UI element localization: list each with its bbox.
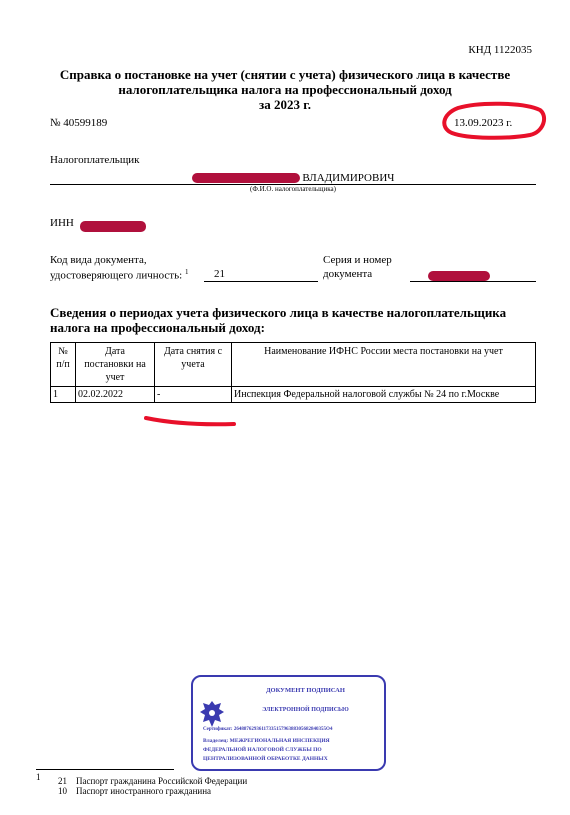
document-series-label-1: Серия и номер [323, 254, 392, 266]
header-reg-date: Дата постановки на учет [76, 343, 155, 387]
section-title: Сведения о периодах учета физического лица в качестве налогоплательщика налога на профессиональный доход: [50, 305, 507, 335]
document-series-label-2: документа [323, 268, 373, 280]
footnote-mark: 1 [36, 772, 41, 782]
payer-name-caption: (Ф.И.О. налогоплательщика) [250, 185, 336, 193]
registration-periods-table [50, 342, 536, 403]
inn-label: ИНН [50, 217, 74, 229]
cell-reg-date: 02.02.2022 [76, 387, 155, 403]
document-date: 13.09.2023 г. [454, 117, 513, 129]
table-row [51, 387, 536, 403]
cell-dereg-date: - [155, 387, 232, 403]
annotation-underline [140, 413, 240, 429]
electronic-signature-stamp [191, 675, 386, 771]
form-code: КНД 1122035 [468, 44, 532, 56]
footnote-separator [36, 769, 174, 770]
header-dereg-date: Дата снятия с учета [155, 343, 232, 387]
table-header-row [51, 343, 536, 387]
payer-name-redaction [192, 173, 300, 183]
header-office: Наименование ИФНС России места постановки на учет [232, 343, 536, 387]
document-kind-label-1: Код вида документа, [50, 254, 147, 266]
payer-label: Налогоплательщик [50, 154, 140, 166]
date-annotation-circle [438, 100, 548, 140]
cell-num: 1 [51, 387, 76, 403]
footnote-item: 21 Паспорт гражданина Российской Федерации [58, 776, 248, 786]
header-num: № п/п [51, 343, 76, 387]
document-series-redaction [428, 267, 490, 285]
payer-patronymic: ВЛАДИМИРОВИЧ [302, 172, 395, 184]
cell-office: Инспекция Федеральной налоговой службы № 24 по г.Москве [232, 387, 536, 403]
footnote-item: 10 Паспорт иностранного гражданина [58, 786, 212, 796]
title-line-1: Справка о постановке на учет (снятии с учета) физического лица в качестве [59, 67, 511, 82]
stamp-owner: Владелец: МЕЖРЕГИОНАЛЬНАЯ ИНСПЕКЦИЯ ФЕДЕРАЛЬНОЙ НАЛОГОВОЙ СЛУЖБЫ ПО ЦЕНТРАЛИЗОВАННОЙ ОБРАБОТКЕ ДАННЫХ [203, 738, 330, 762]
document-kind-value: 21 [214, 268, 225, 280]
footnote-ref: 1 [184, 268, 189, 276]
stamp-line-2: ЭЛЕКТРОННОЙ ПОДПИСЬЮ [262, 707, 349, 713]
document-kind-underline [204, 281, 318, 282]
stamp-certificate: Сертификат: 2648876293611733515796388305682840355О4 [203, 727, 333, 732]
stamp-line-1: ДОКУМЕНТ ПОДПИСАН [266, 687, 345, 694]
inn-value-redaction [80, 217, 146, 235]
document-number: № 40599189 [50, 117, 108, 129]
document-kind-label-2: удостоверяющего личность: $^1$ [50, 268, 189, 282]
title-line-3: за 2023 г. [259, 97, 311, 112]
payer-name [50, 172, 536, 184]
document-series-underline [410, 281, 536, 282]
coat-of-arms-icon [199, 699, 225, 729]
title-line-2: налогоплательщика налога на профессиональный доход [118, 82, 452, 97]
